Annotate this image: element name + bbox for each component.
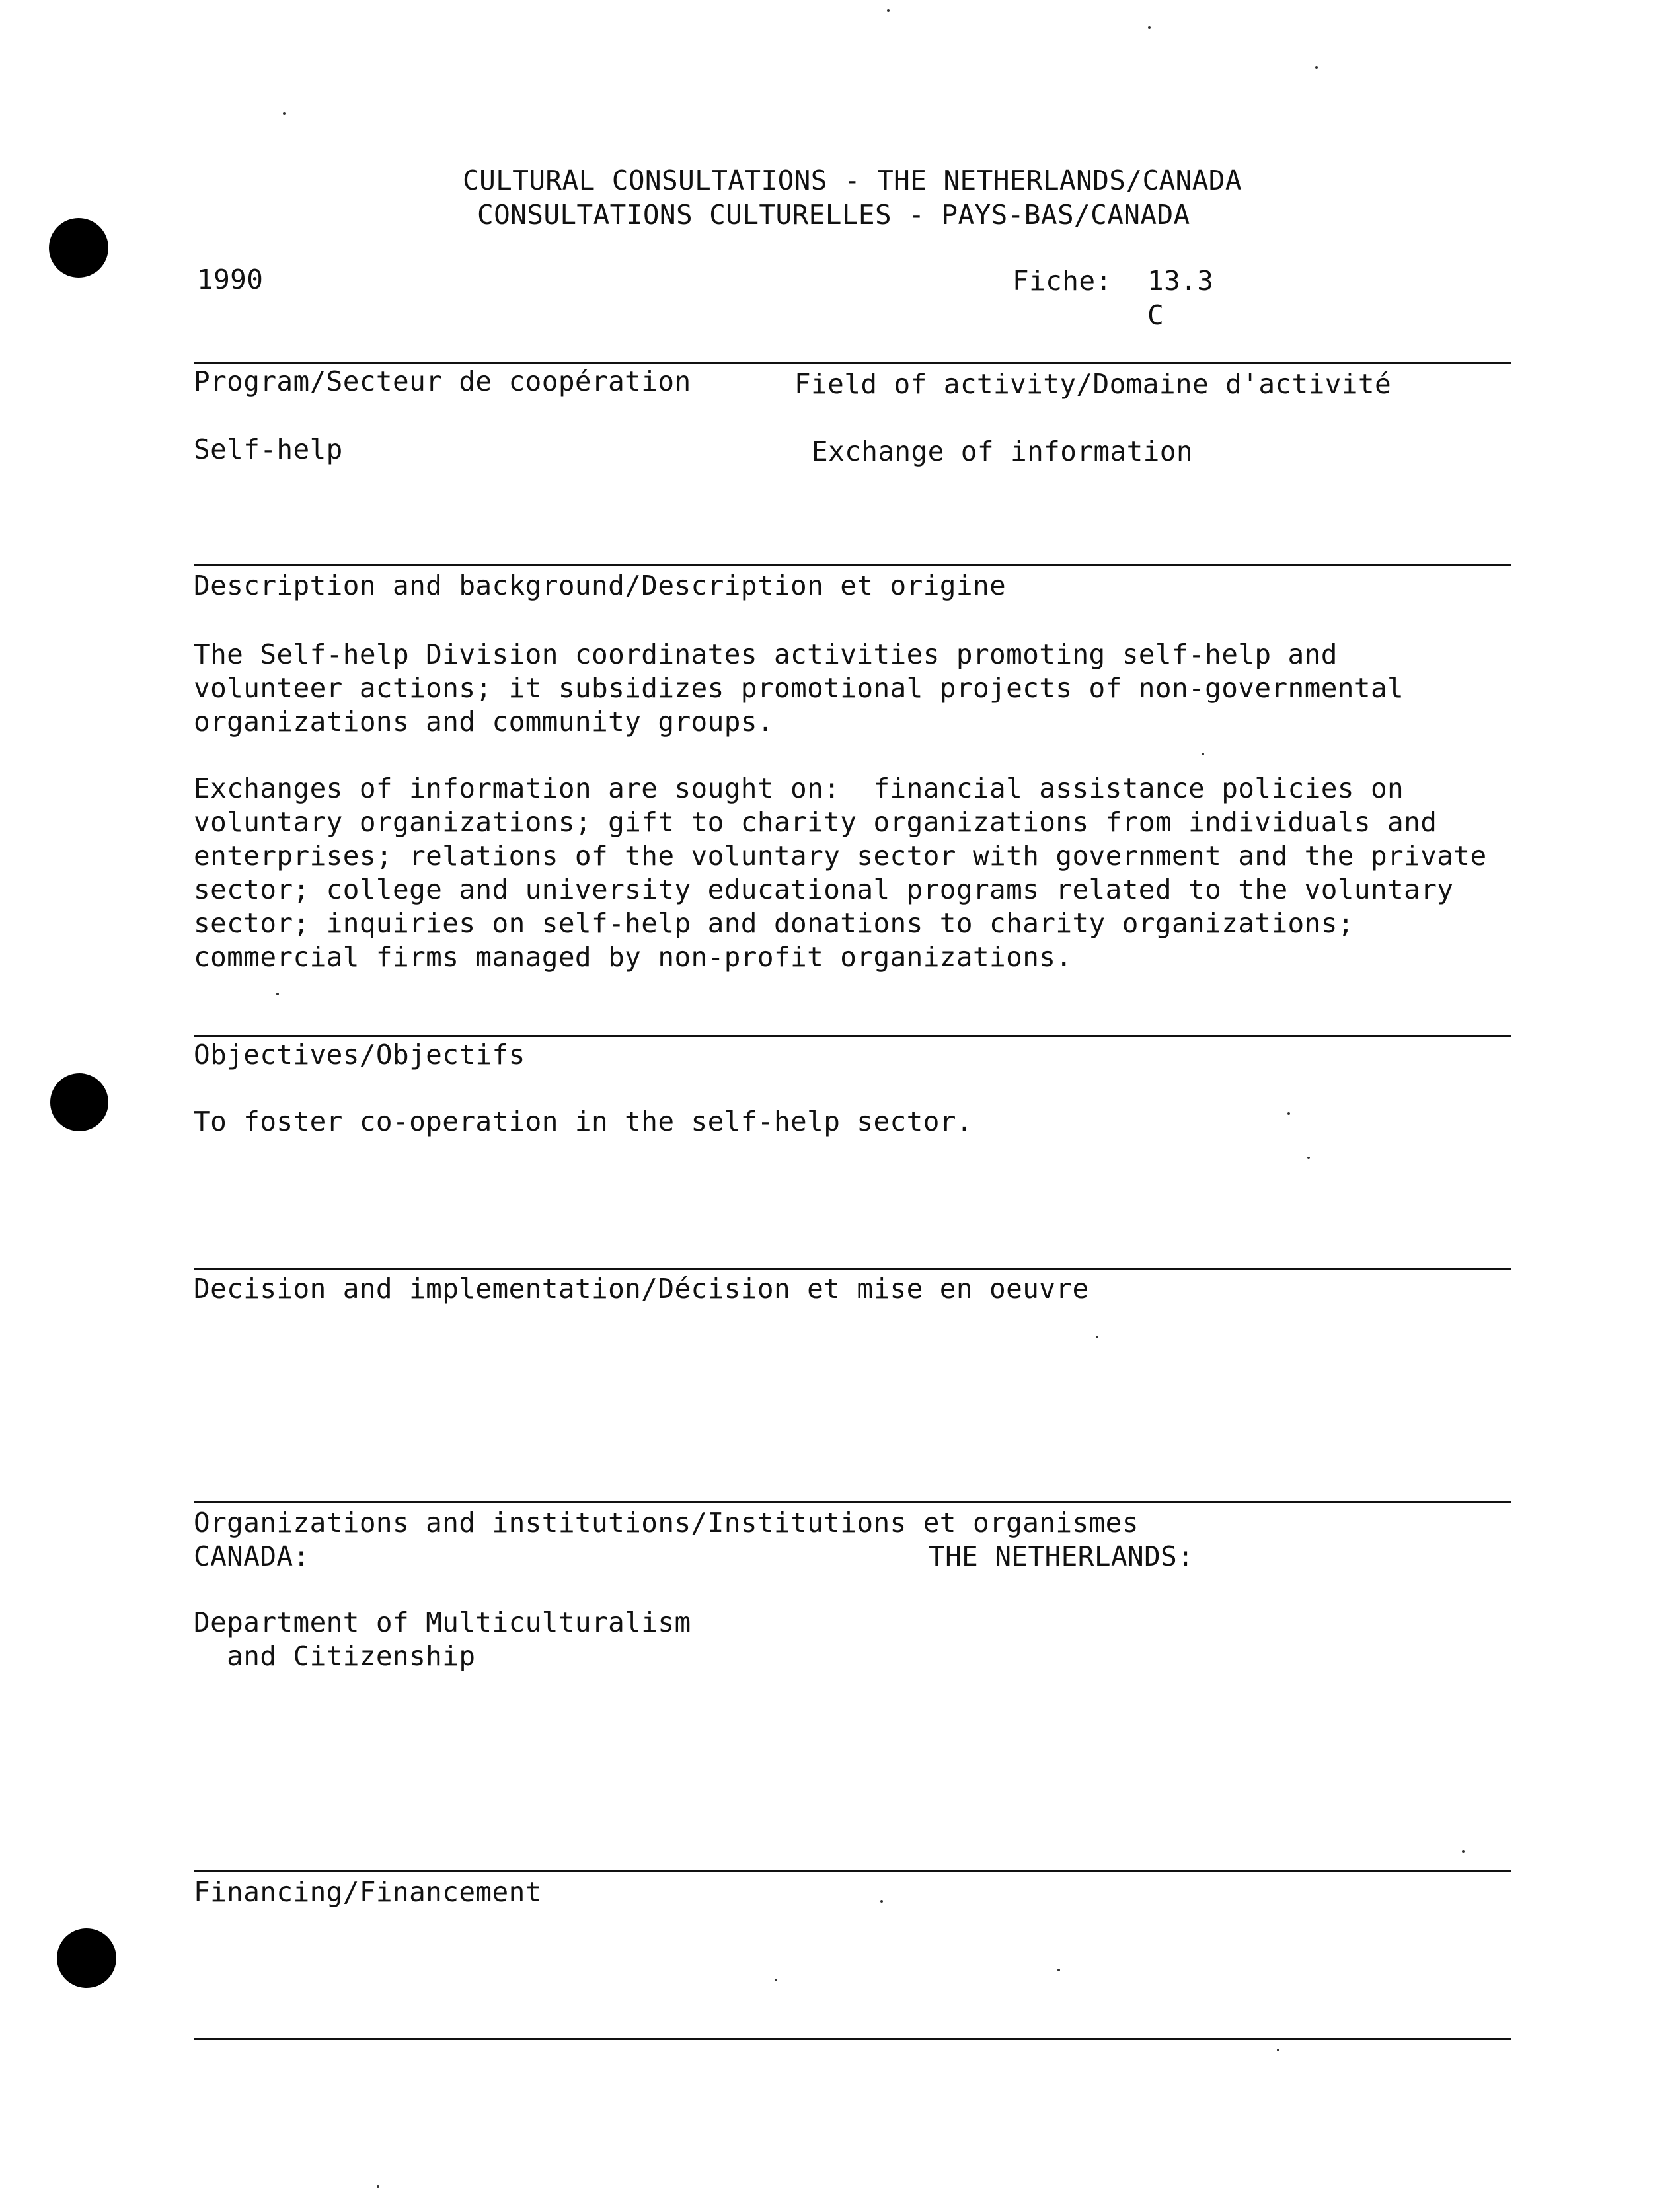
field-label: Field of activity/Domaine d'activité	[794, 368, 1392, 400]
financing-label: Financing/Financement	[194, 1876, 542, 1908]
objectives-label: Objectives/Objectifs	[194, 1039, 525, 1071]
scan-speck	[283, 112, 286, 115]
scan-speck	[1057, 1969, 1060, 1971]
scan-speck	[1096, 1336, 1098, 1338]
text-line: sector; college and university educational programs related to the voluntary	[194, 874, 1454, 905]
fiche-number: 13.3	[1147, 265, 1214, 297]
fiche-letter: C	[1147, 299, 1165, 331]
canada-label: CANADA:	[194, 1540, 310, 1572]
scan-speck	[1307, 1157, 1310, 1159]
field-value: Exchange of information	[812, 436, 1193, 467]
divider-objectives	[194, 1035, 1511, 1037]
scan-speck	[775, 1979, 777, 1981]
netherlands-label: THE NETHERLANDS:	[929, 1540, 1194, 1572]
scan-speck	[1315, 66, 1318, 69]
text-line: enterprises; relations of the voluntary sector with government and the private	[194, 840, 1487, 872]
text-line: commercial firms managed by non-profit organizations.	[194, 941, 1073, 973]
scan-speck	[1287, 1112, 1290, 1115]
scan-speck	[880, 1900, 883, 1903]
divider-decision	[194, 1268, 1511, 1270]
title-french: CONSULTATIONS CULTURELLES - PAYS-BAS/CANADA	[477, 199, 1190, 231]
scan-speck	[1202, 753, 1204, 755]
text-line: organizations and community groups.	[194, 706, 774, 738]
text-line: The Self-help Division coordinates activities promoting self-help and	[194, 638, 1338, 670]
text-line: sector; inquiries on self-help and donations to charity organizations;	[194, 907, 1354, 939]
divider-organizations	[194, 1501, 1511, 1503]
document-year: 1990	[197, 264, 264, 295]
text-line: Department of Multiculturalism	[194, 1607, 691, 1638]
divider-header	[194, 362, 1511, 364]
divider-description	[194, 564, 1511, 566]
scan-speck	[276, 993, 279, 995]
canada-organizations	[194, 1606, 691, 1673]
title-english: CULTURAL CONSULTATIONS - THE NETHERLANDS/CANADA	[463, 165, 1242, 196]
objectives-value: To foster co-operation in the self-help sector.	[194, 1106, 973, 1137]
description-label: Description and background/Description et origine	[194, 570, 1007, 601]
text-line: and Citizenship	[194, 1640, 476, 1672]
punch-hole-middle	[50, 1073, 108, 1131]
description-paragraph-2	[194, 772, 1487, 974]
scan-speck	[1148, 26, 1151, 29]
program-value: Self-help	[194, 434, 343, 465]
description-paragraph-1	[194, 638, 1404, 739]
text-line: voluntary organizations; gift to charity organizations from individuals and	[194, 806, 1437, 838]
program-label: Program/Secteur de coopération	[194, 365, 691, 397]
fiche-label: Fiche:	[1012, 265, 1112, 297]
organizations-label: Organizations and institutions/Institutions et organismes	[194, 1507, 1139, 1538]
text-line: Exchanges of information are sought on: financial assistance policies on	[194, 773, 1404, 804]
scan-speck	[1277, 2049, 1279, 2051]
scan-speck	[377, 2185, 379, 2188]
scan-speck	[1462, 1850, 1465, 1853]
punch-hole-top	[49, 218, 108, 278]
decision-label: Decision and implementation/Décision et mise en oeuvre	[194, 1273, 1089, 1305]
divider-financing	[194, 1870, 1511, 1872]
text-line: volunteer actions; it subsidizes promotional projects of non-governmental	[194, 672, 1404, 704]
scan-speck	[887, 9, 890, 12]
divider-bottom	[194, 2038, 1511, 2040]
punch-hole-bottom	[57, 1928, 116, 1988]
